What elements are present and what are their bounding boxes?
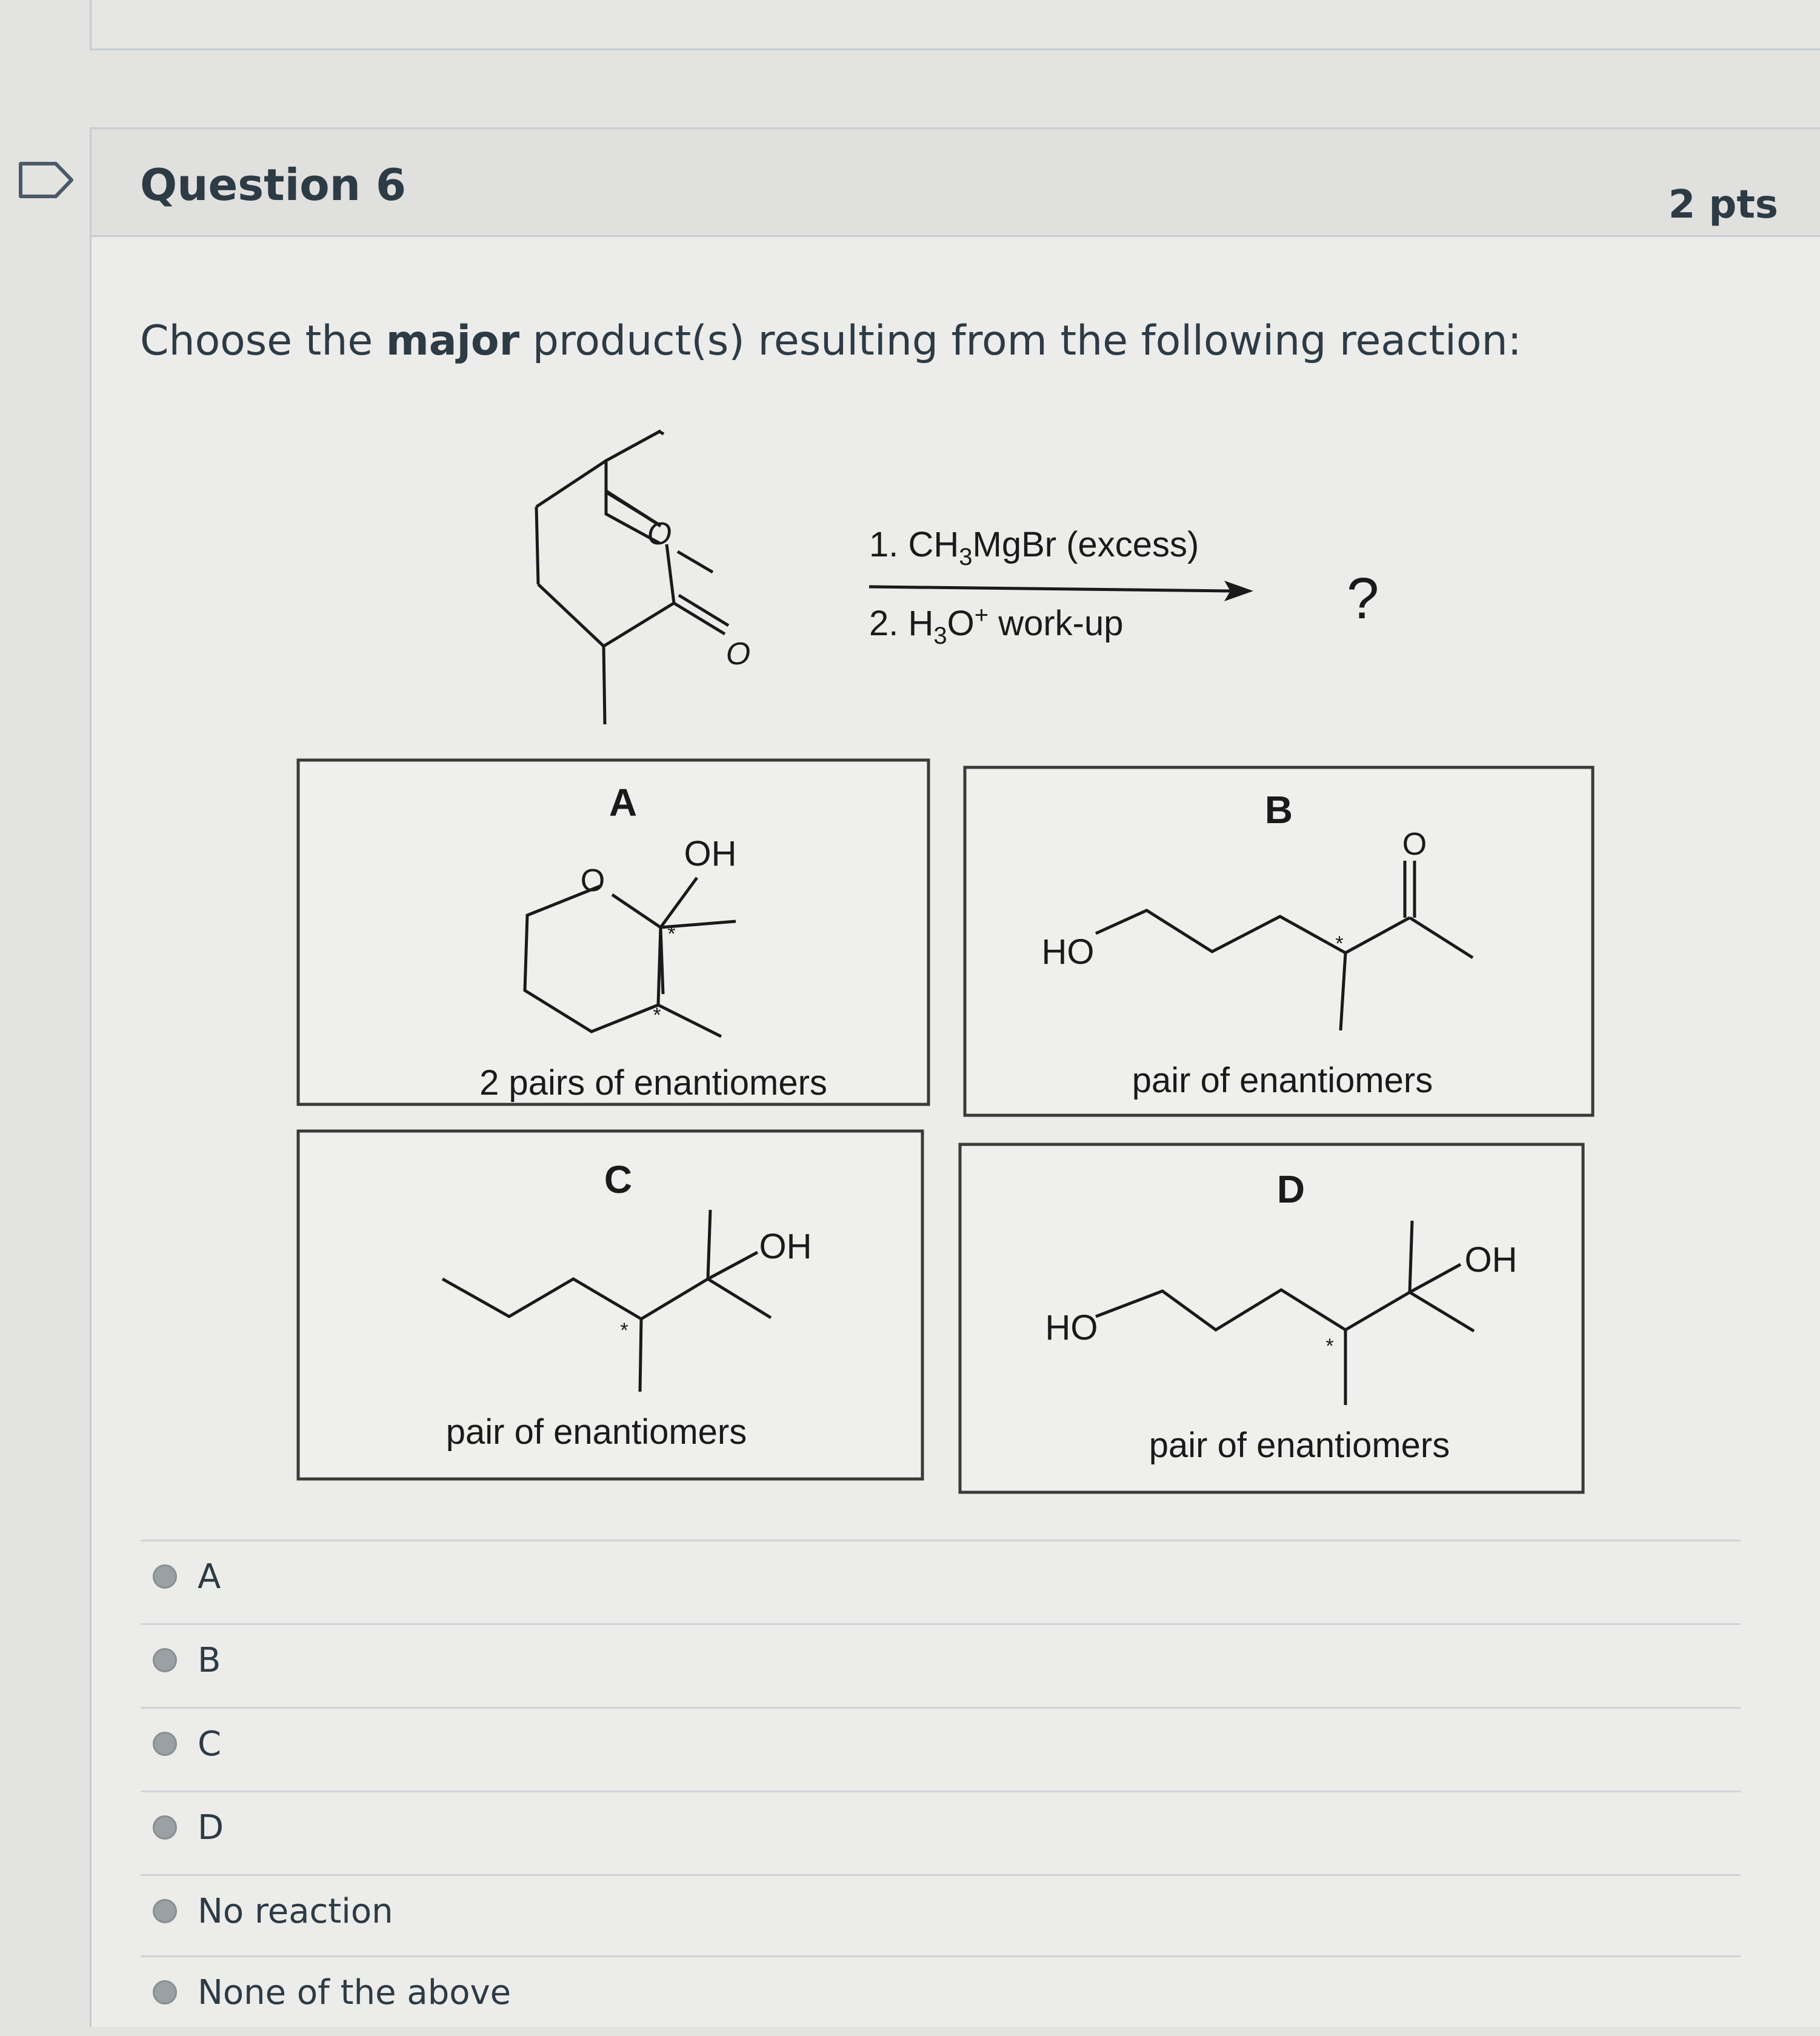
- answer-label: None of the above: [198, 1973, 512, 2012]
- choice-a-ring-oxygen: O: [580, 863, 605, 898]
- reactant-bond-4: [604, 603, 674, 646]
- reactant-ring-oxygen: O: [647, 516, 672, 552]
- choice-d-oh: OH: [1464, 1240, 1518, 1280]
- radio-button[interactable]: [153, 1564, 177, 1589]
- answer-option-b[interactable]: [141, 1623, 1741, 1704]
- answer-label: C: [198, 1724, 222, 1764]
- answer-label: D: [198, 1808, 224, 1847]
- question-title: Question 6: [140, 159, 407, 210]
- radio-button[interactable]: [153, 1815, 177, 1840]
- prompt-text-start: Choose the: [140, 317, 386, 365]
- choice-a-oh: OH: [684, 834, 737, 873]
- radio-button[interactable]: [153, 1899, 177, 1923]
- reactant-bond-1: [536, 461, 606, 507]
- choice-b-letter: B: [1264, 788, 1293, 832]
- answer-label: A: [198, 1557, 221, 1597]
- answer-label: B: [198, 1641, 221, 1680]
- choice-a-letter: A: [608, 781, 638, 824]
- choice-box-a: [298, 760, 928, 1104]
- choice-d-caption: pair of enantiomers: [1148, 1426, 1450, 1465]
- reactant-bond-3: [538, 584, 604, 646]
- choice-a-caption: 2 pairs of enantiomers: [479, 1063, 827, 1103]
- reactant-bond-7: [604, 646, 605, 724]
- reaction-step-2: 2. $H_3O^+$ work-up: [869, 602, 1124, 649]
- choice-b-ho: HO: [1041, 932, 1095, 972]
- answer-option-none[interactable]: [141, 1955, 1741, 2036]
- reactant-bond-o-c: [678, 552, 713, 572]
- choice-d-ho: HO: [1045, 1308, 1098, 1347]
- reactant-bond-8: [667, 544, 674, 603]
- reactant-bond-2: [536, 507, 538, 584]
- choice-box-b: [965, 767, 1593, 1115]
- answer-option-no-reaction[interactable]: [141, 1874, 1741, 1955]
- prompt-text-end: product(s) resulting from the following reaction:: [519, 317, 1522, 365]
- radio-button[interactable]: [153, 1732, 177, 1756]
- choice-c-caption: pair of enantiomers: [445, 1412, 747, 1452]
- answer-option-d[interactable]: [141, 1791, 1741, 1871]
- answer-label: No reaction: [198, 1892, 393, 1931]
- choice-c-stereo: *: [620, 1319, 628, 1342]
- reactant-carbonyl-oxygen: O: [725, 636, 751, 672]
- choice-box-c: [298, 1131, 922, 1479]
- prompt-emphasis: major: [385, 317, 520, 365]
- radio-button[interactable]: [153, 1980, 177, 2004]
- reaction-product-unknown: ?: [1347, 566, 1379, 631]
- reactant-bond-c-o: [659, 432, 664, 434]
- question-points: 2 pts: [1668, 182, 1778, 227]
- radio-button[interactable]: [153, 1648, 177, 1672]
- answer-option-a[interactable]: [141, 1540, 1741, 1620]
- choice-b-carbonyl-oxygen: O: [1402, 827, 1427, 862]
- choice-c-letter: C: [604, 1158, 633, 1201]
- choice-b-caption: pair of enantiomers: [1132, 1061, 1433, 1100]
- choice-d-stereo: *: [1325, 1335, 1334, 1358]
- answer-option-c[interactable]: [141, 1707, 1741, 1787]
- choice-box-d: [960, 1144, 1583, 1492]
- reaction-step-1: 1. $CH_3MgBr$ (excess): [869, 525, 1199, 570]
- choice-a-stereo-2: *: [653, 1004, 661, 1027]
- reaction-arrow: [869, 581, 1253, 601]
- choice-a-stereo-1: *: [667, 923, 676, 946]
- choice-c-oh: OH: [759, 1227, 812, 1266]
- choice-b-stereo: *: [1335, 932, 1344, 955]
- choice-c-branch-methyl: [640, 1319, 641, 1392]
- choice-d-letter: D: [1276, 1167, 1305, 1211]
